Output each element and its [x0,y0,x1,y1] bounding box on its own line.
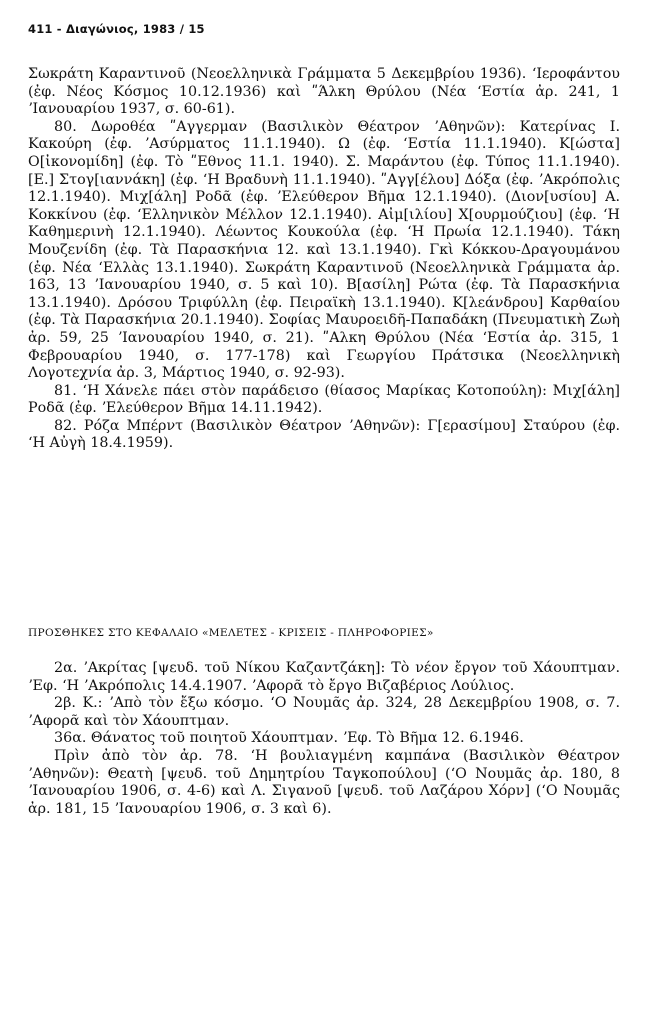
paragraph-entry-80: 80. Δωροθέα ʺΑγγερμαν (Βασιλικὸν Θέατρον ʼΑθηνῶν): Κατερίνας Ι. Κακούρη (ἐφ. ʼΑσύρματος 11.1.1940). Ω (ἐφ. ʻΕστία 11.1.1940). Κ[ώστα] Ο[ἰκονομίδη] (ἐφ. Τὸ ʺΕθνος 11.1. 1940). Σ. Μαράντου (ἐφ. Τύπος 11.1.1940). [Ε.] Στογ[ιαννάκη] (ἐφ. ʻΗ Βραδυνὴ 11.1.1940). ʺΑγγ[έλου] Δόξα (ἐφ. ʼΑκρόπολις 12.1.1940). Μιχ[άλη] Ροδᾶ (ἐφ. ʼΕλεύθερον Βῆμα 12.1.1940). (Διον[υσίου] Α. Κοκκίνου (ἐφ. ʻΕλληνικὸν Μέλλον 12.1.1940). Αἰμ[ιλίου] Χ[ουρμούζιου] (ἐφ. ʻΗ Καθημερινὴ 12.1.1940). Λέωντος Κουκούλα (ἐφ. ʻΗ Πρωία 12.1.1940). Τάκη Μουζενίδη (ἐφ. Τὰ Παρασκήνια 12. καὶ 13.1.1940). Γκὶ Κόκκου-Δραγουμάνου (ἐφ. Νέα ʻΕλλὰς 13.1.1940). Σωκράτη Καραντινοῦ (Νεοελληνικὰ Γράμματα ἀρ. 163, 13 ʼΙανουαρίου 1940, σ. 5 καὶ 10). Β[ασίλη] Ρώτα (ἐφ. Τὰ Παρασκήνια 13.1.1940). Δρόσου Τριφύλλη (ἐφ. Πειραϊκὴ 13.1.1940). Κ[λεάνδρου] Καρθαίου (ἐφ. Τὰ Παρασκήνια 20.1.1940). Σοφίας Μαυροειδῆ-Παπαδάκη (Πνευματικὴ Ζωὴ ἀρ. 59, 25 ʼΙανουαρίου 1940, σ. 21). ʺΑλκη Θρύλου (Νέα ʻΕστία ἀρ. 315, 1 Φεβρουαρίου 1940, σ. 177-178) καὶ Γεωργίου Πράτσικα (Νεοελληνικὴ Λογοτεχνία ἀρ. 3, Μάρτιος 1940, σ. 92-93). [28,118,620,382]
running-head: 411 - Διαγώνιος, 1983 / 15 [28,22,205,36]
section-heading: ΠΡΟΣΘΗΚΕΣ ΣΤΟ ΚΕΦΑΛΑΙΟ «ΜΕΛΕΤΕΣ - ΚΡΙΣΕΙΣ - ΠΛΗΡΟΦΟΡΙΕΣ» [28,627,434,639]
addition-entry-2a: 2α. ʼΑκρίτας [ψευδ. τοῦ Νίκου Καζαντζάκη]: Τὸ νέον ἔργον τοῦ Χάουπτμαν. ʼΕφ. ʻΗ ʼΑκρόπολις 14.4.1907. ʼΑφορᾶ τὸ ἔργο Βιζαβέριος Λούλιος. [28,660,620,694]
paragraph-entry-81: 81. ʻΗ Χάνελε πάει στὸν παράδεισο (θίασος Μαρίκας Κοτοπούλη): Μιχ[άλη] Ροδᾶ (ἐφ. ʼΕλεύθερον Βῆμα 14.11.1942). [28,382,620,417]
paragraph-entry-82: 82. Ρόζα Μπέρντ (Βασιλικὸν Θέατρον ʼΑθηνῶν): Γ[ερασίμου] Σταύρου (ἐφ. ʻΗ Αὐγὴ 18.4.1959). [28,417,620,452]
addition-entry-2b: 2β. Κ.: ʼΑπὸ τὸν ἔξω κόσμο. ʻΟ Νουμᾶς ἀρ. 324, 28 Δεκεμβρίου 1908, σ. 7. ʼΑφορᾶ καὶ τὸν Χάουπτμαν. [28,695,620,729]
paragraph-continuation: Σωκράτη Καραντινοῦ (Νεοελληνικὰ Γράμματα 5 Δεκεμβρίου 1936). ʻΙεροφάντου (ἐφ. Νέος Κόσμος 10.12.1936) καὶ ʺΆλκη Θρύλου (Νέα ʻΕστία ἀρ. 241, 1 ʼΙανουαρίου 1937, σ. 60-61). [28,66,620,118]
additions-text-block [28,660,620,818]
addition-entry-before-78: Πρὶν ἀπὸ τὸν ἀρ. 78. ʻΗ βουλιαγμένη καμπάνα (Βασιλικὸν Θέατρον ʼΑθηνῶν): Θεατὴ [ψευδ. τοῦ Δημητρίου Ταγκοπούλου] (ʻΟ Νουμᾶς ἀρ. 180, 8 ʼΙανουαρίου 1906, σ. 4-6) καὶ Λ. Σιγανοῦ [ψευδ. τοῦ Λαζάρου Χόρν] (ʻΟ Νουμᾶς ἀρ. 181, 15 ʼΙανουαρίου 1906, σ. 3 καὶ 6). [28,747,620,817]
addition-entry-36a: 36α. Θάνατος τοῦ ποιητοῦ Χάουπτμαν. ʼΕφ. Τὸ Βῆμα 12. 6.1946. [54,730,524,747]
main-text-block [28,66,620,453]
